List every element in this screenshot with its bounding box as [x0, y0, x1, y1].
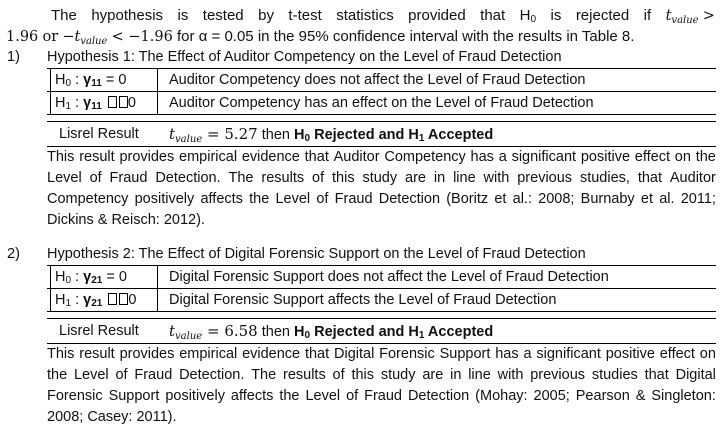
intro-word: is: [177, 7, 189, 24]
intro-line-1: [6, 5, 715, 26]
h1-row: [47, 288, 716, 312]
para-line: the Level of Fraud Detection. The results of this study are in line with previous studies that Digital: [47, 367, 716, 383]
result-paragraph: [47, 147, 716, 231]
para-line: This result provides empirical evidence that Auditor Competency has a significant positive effect on the: [47, 149, 716, 165]
para-line: 2008; Casey: 2011).: [47, 409, 177, 425]
hypothesis-section-2: [0, 244, 721, 428]
h0-row: [47, 265, 716, 288]
t-value-math: $t_{value}$ >: [665, 8, 715, 26]
neg-t-value-math: $-t_{value}$: [62, 29, 108, 47]
h0-text: Auditor Competency does not affect the Level of Fraud Detection: [169, 72, 586, 88]
result-paragraph: [47, 344, 716, 428]
section-heading: [0, 244, 721, 265]
intro-word: tested: [202, 7, 244, 24]
missing-glyph-icon: [108, 96, 117, 108]
intro-paragraph: [6, 5, 715, 47]
para-line: Level of Fraud Detection. The results of this study are in line with previous studies, that Auditor: [47, 170, 716, 186]
intro-word: hypothesis: [91, 7, 164, 24]
h0-text: Digital Forensic Support does not affect the Level of Fraud Detection: [169, 269, 609, 285]
h0-label: $H_0$ : $\gamma_{11} = 0$: [50, 69, 158, 91]
intro-word: that: [480, 7, 506, 24]
h0-row: [47, 68, 716, 91]
lisrel-result-row: [47, 121, 716, 147]
result-text: $t_{value} = 6.58$ then $H_0$ Rejected and $H_1$ Accepted: [169, 322, 494, 342]
h1-label: $H_1$ : $\gamma_{11}$ 0: [50, 92, 158, 114]
hypothesis-section-1: [0, 47, 721, 231]
missing-glyph-icon: [119, 96, 128, 108]
intro-line-2: [6, 26, 715, 47]
intro-word: statistics: [336, 7, 394, 24]
h0-label: $H_0$ : $\gamma_{21} = 0$: [50, 266, 158, 288]
intro-word: rejected: [575, 7, 630, 24]
section-number: 2): [7, 246, 20, 262]
h1-label: $H_1$ : $\gamma_{21}$ 0: [50, 289, 158, 311]
intro-word: The: [51, 7, 77, 24]
intro-word: by: [258, 7, 274, 24]
section-title: Hypothesis 2: The Effect of Digital Forensic Support on the Level of Fraud Detection: [47, 246, 586, 262]
or-word: or: [42, 29, 59, 45]
result-label: Lisrel Result: [59, 323, 139, 339]
intro-rest: for α = 0.05 in the 95% confidence interval with the results in Table 8.: [177, 28, 635, 45]
para-line: Forensic Support positively affects the Level of Fraud Detection (Mohay: 2005; Pearson & Singleton:: [47, 388, 716, 404]
section-title: Hypothesis 1: The Effect of Auditor Competency on the Level of Fraud Detection: [47, 49, 562, 65]
intro-word: t-test: [288, 7, 322, 24]
section-heading: [0, 47, 721, 68]
result-label: Lisrel Result: [59, 126, 139, 142]
para-line: Competency positively affects the Level of Fraud Detection (Boritz et al.: 2008; Burnaby et al. 2011;: [47, 191, 716, 207]
h1-text: Auditor Competency has an effect on the Level of Fraud Detection: [169, 95, 594, 111]
para-line: This result provides empirical evidence that Digital Forensic Support has a significant positive effect on: [47, 346, 716, 362]
result-text: $t_{value} = 5.27$ then $H_0$ Rejected and $H_1$ Accepted: [169, 125, 494, 145]
intro-word: provided: [408, 7, 466, 24]
neg-threshold: < −1.96: [111, 29, 173, 45]
intro-word: is: [550, 7, 562, 24]
h1-text: Digital Forensic Support affects the Level of Fraud Detection: [169, 292, 557, 308]
section-number: 1): [7, 49, 20, 65]
threshold-value: 1.96: [6, 29, 39, 45]
h0-symbol: $H_0$: [519, 7, 537, 25]
missing-glyph-icon: [108, 293, 117, 305]
intro-word: if: [643, 7, 652, 24]
para-line: Dickins & Reisch: 2012).: [47, 212, 205, 228]
lisrel-result-row: [47, 318, 716, 344]
h1-row: [47, 91, 716, 115]
